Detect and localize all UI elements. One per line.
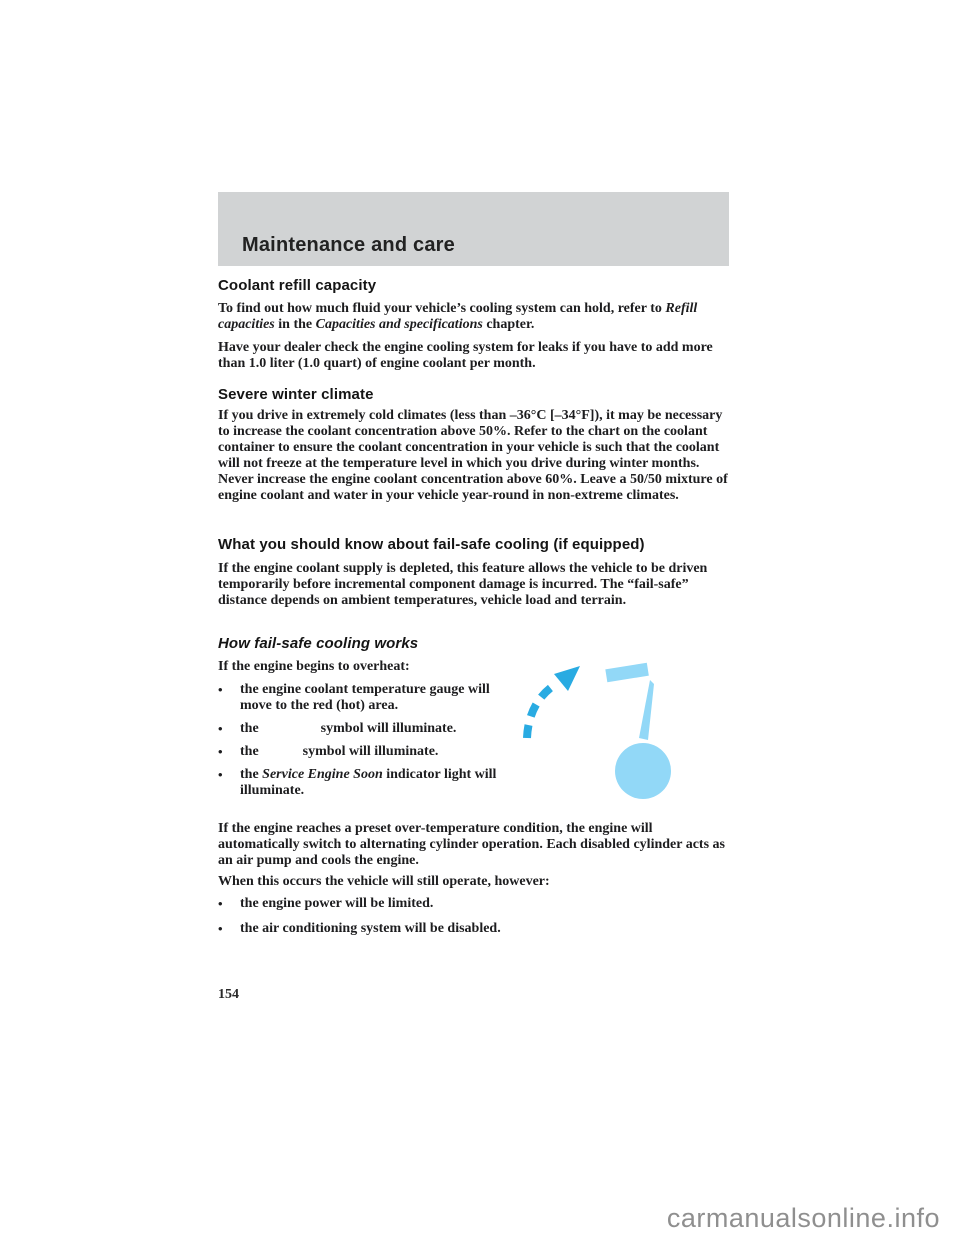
paragraph-dealer-check: Have your dealer check the engine cooling system for leaks if you have to add more than 1.0 liter (1.0 quart) of engine coolant per month. — [218, 340, 713, 371]
paragraph-overtemp: If the engine reaches a preset over-temperature condition, the engine will automatically switch to alternating cylinder operation. Each disabled cylinder acts as an air pump and cools the engine. — [218, 821, 725, 868]
list-item-segment: symbol will illuminate. — [320, 721, 457, 736]
list-item-text — [240, 744, 510, 760]
arrowhead-icon — [554, 666, 580, 691]
subsection-heading-how-failsafe-works: How fail-safe cooling works — [218, 635, 419, 652]
italic-reference: Capacities and specifications — [315, 317, 483, 332]
bullet-icon: • — [218, 744, 223, 759]
hot-zone-mark-icon — [605, 663, 649, 682]
list-item — [218, 682, 510, 714]
bullet-icon: • — [218, 721, 223, 736]
list-item-text: the engine power will be limited. — [240, 896, 434, 911]
paragraph-severe-winter: If you drive in extremely cold climates (less than –36°C [–34°F]), it may be necessary to increase the coolant concentration above 50%. Refer to the chart on the coolant container to ensure the coolant concentration in your vehicle is such that the coolant will not freeze at the temperature level in which you drive during winter months. Never increase the engine coolant concentration above 60%. Leave a 50/50 mixture of engine coolant and water in your vehicle year-round in non-extreme climates. — [218, 408, 728, 503]
list-item — [218, 744, 510, 760]
list-item-text: the engine coolant temperature gauge will move to the red (hot) area. — [240, 682, 490, 713]
dashed-arrow-icon — [527, 684, 556, 738]
temperature-gauge-figure — [502, 652, 702, 824]
list-item — [218, 896, 729, 912]
paragraph-coolant-refill — [218, 301, 729, 333]
chapter-header-bar — [218, 192, 729, 266]
chapter-title: Maintenance and care — [242, 234, 455, 256]
list-item-segment: symbol will illuminate. — [302, 744, 439, 759]
list-item-segment: the — [240, 767, 263, 782]
service-engine-soon-label: Service Engine Soon — [262, 767, 383, 782]
paragraph-segment: in the — [274, 317, 316, 332]
bullet-icon: • — [218, 767, 223, 782]
italic-reference: Refill capacities — [218, 301, 698, 332]
list-item-segment: the — [240, 744, 259, 759]
section-heading-severe-winter: Severe winter climate — [218, 386, 374, 403]
list-item-text — [240, 721, 510, 737]
gauge-needle-icon — [639, 680, 654, 740]
list-item-segment: indicator light will illuminate. — [240, 767, 497, 798]
list-item-segment: the — [240, 721, 259, 736]
bullet-icon: • — [218, 921, 223, 936]
paragraph-segment: To find out how much fluid your vehicle’s cooling system can hold, refer to — [218, 301, 666, 316]
gauge-illustration — [502, 652, 702, 824]
list-item — [218, 921, 729, 937]
warning-symbol-placeholder — [259, 754, 303, 755]
watermark: carmanualsonline.info — [666, 1203, 940, 1233]
paragraph-overheat-intro: If the engine begins to overheat: — [218, 659, 410, 674]
list-item-text — [240, 767, 510, 799]
section-heading-failsafe-cooling: What you should know about fail-safe cooling (if equipped) — [218, 536, 645, 553]
paragraph-segment: chapter. — [482, 317, 535, 332]
list-item — [218, 767, 510, 799]
overheat-bullet-list — [218, 682, 510, 806]
needle-hub-icon — [615, 743, 671, 799]
section-heading-coolant-refill: Coolant refill capacity — [218, 277, 377, 294]
bullet-icon: • — [218, 896, 223, 911]
page-number: 154 — [218, 987, 239, 1002]
paragraph-still-operate: When this occurs the vehicle will still operate, however: — [218, 874, 550, 889]
list-item-text: the air conditioning system will be disabled. — [240, 921, 501, 936]
still-operate-bullet-list — [218, 896, 729, 944]
paragraph-failsafe-cooling: If the engine coolant supply is depleted, this feature allows the vehicle to be driven temporarily before incremental component damage is incurred. The “fail-safe” distance depends on ambient temperatures, vehicle load and terrain. — [218, 561, 708, 608]
coolant-symbol-placeholder — [259, 731, 321, 732]
list-item — [218, 721, 510, 737]
bullet-icon: • — [218, 682, 223, 697]
